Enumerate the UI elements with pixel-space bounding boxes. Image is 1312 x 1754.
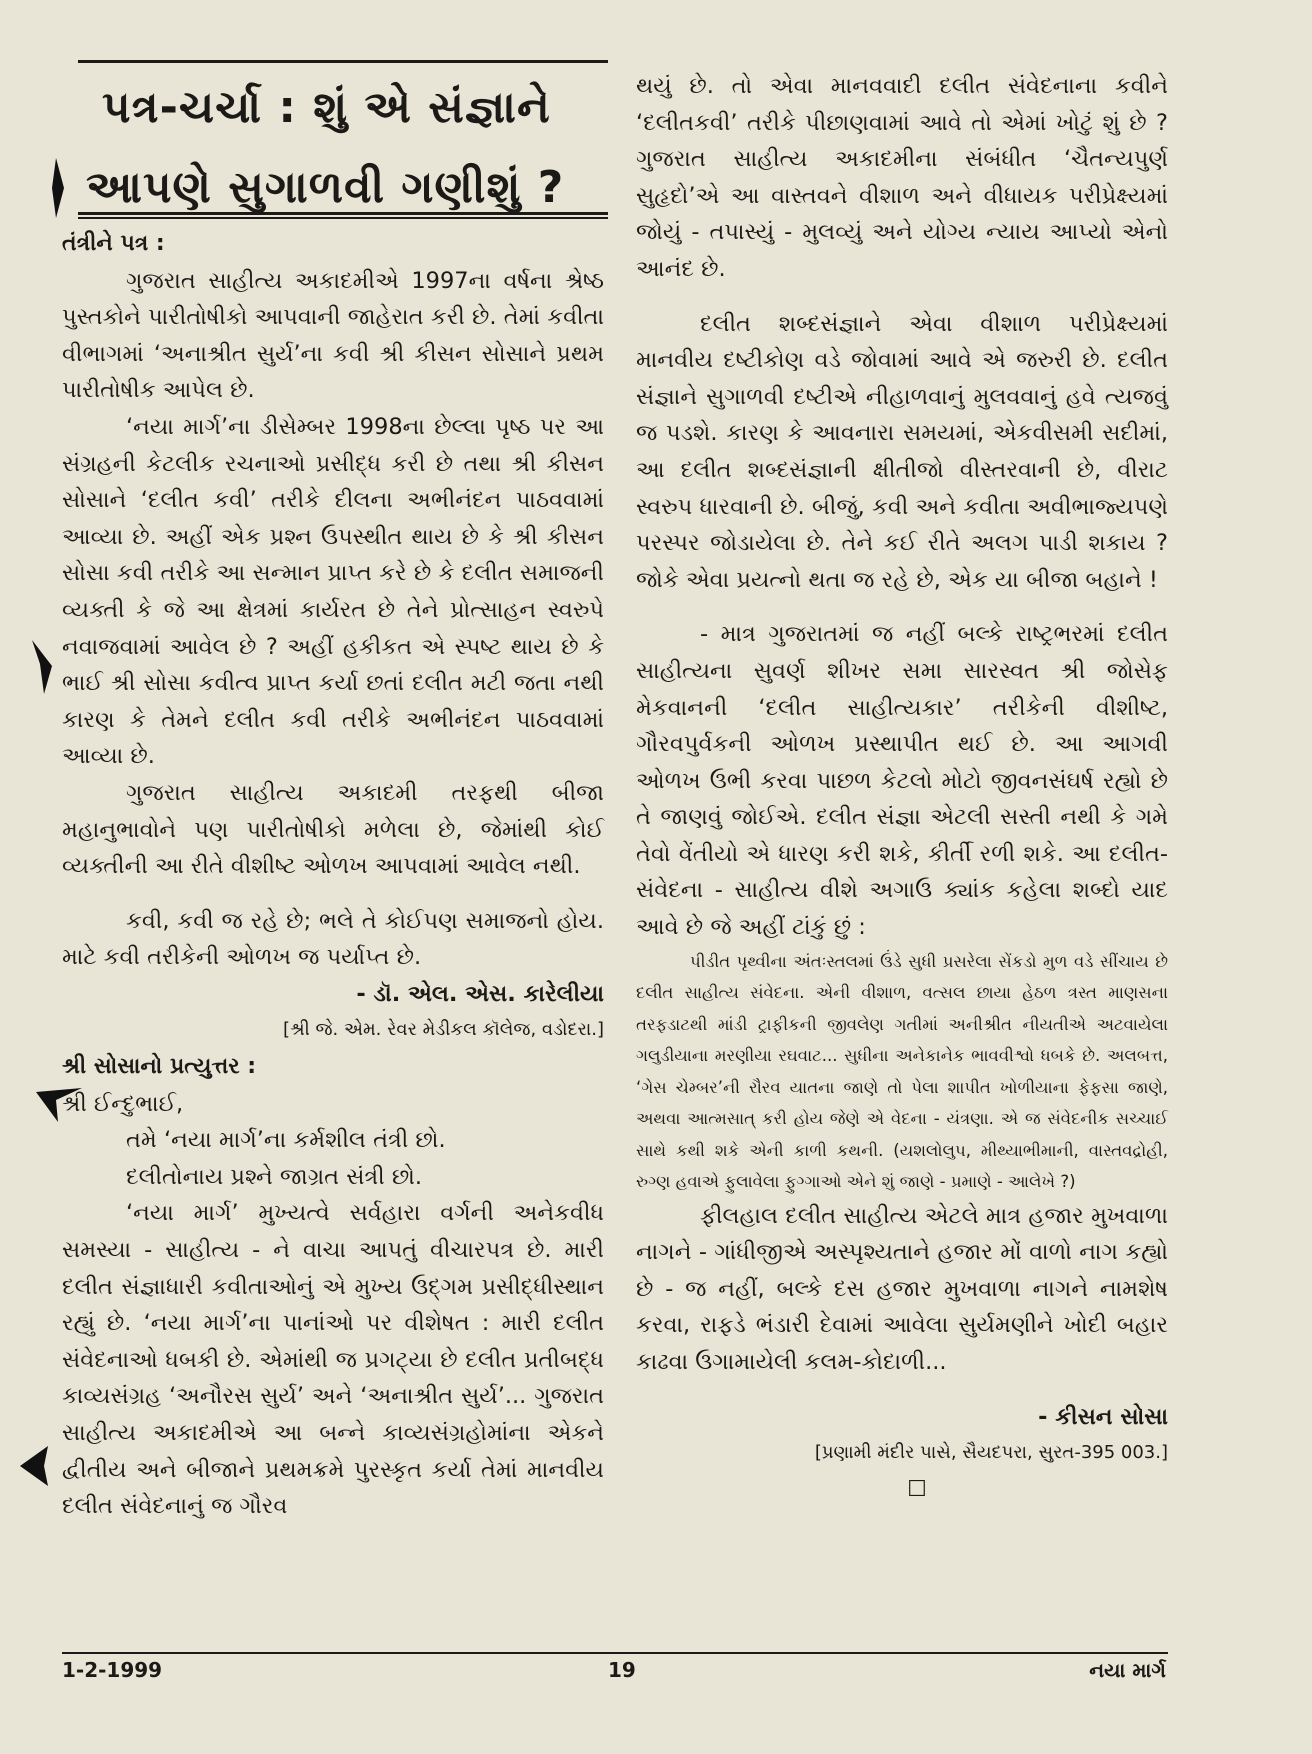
title-bottom-rule: [78, 212, 608, 219]
spacer: [636, 288, 1168, 306]
footer-rule: [62, 1652, 1168, 1654]
spacer: [62, 885, 604, 903]
letter-paragraph: ‘નયા માર્ગ’ના ડીસેમ્બર 1998ના છેલ્લા પૃષ્ઠ પર આ સંગ્રહની કેટલીક રચનાઓ પ્રસીદ્ધ કરી છે તથા શ્રી કીસન સોસાને ‘દલીત કવી’ તરીકે દીલના અભીનંદન પાઠવવામાં આવ્યા છે. અહીં એક પ્રશ્ન ઉપસ્થીત થાય છે કે શ્રી કીસન સોસા કવી તરીકે આ સન્માન પ્રાપ્ત કરે છે કે દલીત સમાજની વ્યક્તી કે જે આ ક્ષેત્રમાં કાર્યરત છે તેને પ્રોત્સાહન સ્વરુપે નવાજવામાં આવેલ છે ? અહીં હકીકત એ સ્પષ્ટ થાય છે કે ભાઈ શ્રી સોસા કવીત્વ પ્રાપ્ત કર્યા છતાં દલીત મટી જતા નથી કારણ કે તેમને દલીત કવી તરીકે અભીનંદન પાઠવવામાં આવ્યા છે.: [62, 413, 604, 770]
reply-verse-line: દલીતોનાય પ્રશ્ને જાગ્રત સંત્રી છો.: [126, 1163, 423, 1190]
reply-signature: - કીસન સોસા: [1038, 1403, 1168, 1430]
reply-salutation: શ્રી ઈન્દુભાઈ,: [62, 1090, 184, 1117]
reply-paragraph: ફીલહાલ દલીત સાહીત્ય એટલે માત્ર હજાર મુખવાળા નાગને - ગાંધીજીએ અસ્પૃશ્યતાને હજાર મોં વાળો નાગ કહ્યો છે - જ નહીં, બલ્કે દસ હજાર મુખવાળા નાગને નામશેષ કરવા, રાફડે ભંડારી દેવામાં આવેલા સુર્યમણીને ખોદી બહાર કાઢવા ઉગામાયેલી કલમ-કોદાળી...: [636, 1202, 1168, 1376]
right-column: [636, 68, 1168, 1508]
end-mark-icon: ☐: [907, 1476, 927, 1502]
punch-hole-mark-icon: [44, 158, 66, 218]
left-column: [62, 226, 604, 1525]
title-line-2: આપણે સુગાળવી ગણીશું ?: [86, 162, 565, 213]
title-top-rule: [78, 60, 608, 63]
title-line-1: પત્ર-ચર્ચા : શું એ સંજ્ઞાને: [102, 82, 551, 133]
reply-paragraph: દલીત શબ્દસંજ્ઞાને એવા વીશાળ પરીપ્રેક્ષ્યમાં માનવીય દષ્ટીકોણ વડે જોવામાં આવે એ જરુરી છે. દલીત સંજ્ઞાને સુગાળવી દષ્ટીએ નીહાળવાનું મુલવવાનું હવે ત્યજવું જ પડશે. કારણ કે આવનારા સમયમાં, એકવીસમી સદીમાં, આ દલીત શબ્દસંજ્ઞાની ક્ષીતીજો વીસ્તરવાની છે, વીરાટ સ્વરુપ ધારવાની છે. બીજું, કવી અને કવીતા અવીભાજ્યપણે પરસ્પર જોડાયેલા છે. તેને કઈ રીતે અલગ પાડી શકાય ? જોકે એવા પ્રયત્નો થતા જ રહે છે, એક યા બીજા બહાને !: [636, 310, 1168, 593]
block-quote: પીડીત પૃથ્વીના અંતઃસ્તલમાં ઉંડે સુધી પ્રસરેલા સેંકડો મુળ વડે સીંચાય છે દલીત સાહીત્ય સંવેદના. એની વીશાળ, વત્સલ છાયા હેઠળ ત્રસ્ત માણસના તરફડાટથી માંડી ટ્રાફીકની જીવલેણ ગતીમાં અનીશ્રીત નીયતીએ અટવાયેલા ગલુડીયાના મરણીયા રઘવાટ... સુધીના અનેકાનેક ભાવવીશ્વો ધબકે છે. અલબત્ત, ‘ગેસ ચેમ્બર’ની રૌરવ યાતના જાણે તો પેલા શાપીત ખોળીયાના ફેફસા જાણે, અથવા આત્મસાત્ કરી હોય જેણે એ વેદના - યંત્રણા. એ જ સંવેદનીક સચ્ચાઈ સાથે કથી શકે એની કાળી કથની. (યશલોલુપ, મીથ્યાભીમાની, વાસ્તવદ્રોહી, રુગ્ણ હવાએ ફુલાવેલા ફુગ્ગાઓ એને શું જાણે - પ્રમાણે - આલેખે ?): [636, 951, 1168, 1192]
footer-date: 1-2-1999: [62, 1658, 163, 1682]
reply-address: [પ્રણામી મંદીર પાસે, સૈયદપરા, સુરત-395 003.]: [814, 1442, 1168, 1464]
spacer: [636, 1381, 1168, 1399]
article-title: [78, 68, 608, 228]
letter-paragraph: કવી, કવી જ રહે છે; ભલે તે કોઈપણ સમાજનો હોય. માટે કવી તરીકેની ઓળખ જ પર્યાપ્ત છે.: [62, 907, 604, 971]
reply-paragraph: ‘નયા માર્ગ’ મુખ્યત્વે સર્વહારા વર્ગની અનેકવીધ સમસ્યા - સાહીત્ય - ને વાચા આપતું વીચારપત્ર છે. મારી દલીત સંજ્ઞાધારી કવીતાઓનું એ મુખ્ય ઉદ્ગમ પ્રસીદ્ધીસ્થાન રહ્યું છે. ‘નયા માર્ગ’ના પાનાંઓ પર વીશેષત : મારી દલીત સંવેદનાઓ ધબકી છે. એમાંથી જ પ્રગટ્યા છે દલીત પ્રતીબદ્ધ કાવ્યસંગ્રહ ‘અનૌરસ સુર્ય’ અને ‘અનાશ્રીત સુર્ય’... ગુજરાત સાહીત્ય અકાદમીએ આ બન્ને કાવ્યસંગ્રહોમાંના એકને દ્વીતીય અને બીજાને પ્રથમક્રમે પુરસ્કૃત કર્યા તેમાં માનવીય દલીત સંવેદનાનું જ ગૌરવ: [62, 1200, 604, 1520]
reply-heading: શ્રી સોસાનો પ્રત્યુત્તર :: [62, 1054, 257, 1080]
magazine-name: નયા માર્ગ: [1089, 1658, 1166, 1682]
letter-paragraph: ગુજરાત સાહીત્ય અકાદમી તરફથી બીજા મહાનુભાવોને પણ પારીતોષીકો મળેલા છે, જેમાંથી કોઈ વ્યક્તીની આ રીતે વીશીષ્ટ ઓળખ આપવામાં આવેલ નથી.: [62, 779, 604, 880]
letter-paragraph: ગુજરાત સાહીત્ય અકાદમીએ 1997ના વર્ષના શ્રેષ્ઠ પુસ્તકોને પારીતોષીકો આપવાની જાહેરાત કરી છે. તેમાં કવીતા વીભાગમાં ‘અનાશ્રીત સુર્ય’ના કવી શ્રી કીસન સોસાને પ્રથમ પારીતોષીક આપેલ છે.: [62, 267, 604, 404]
punch-hole-mark-icon: [30, 636, 60, 696]
reply-paragraph: - માત્ર ગુજરાતમાં જ નહીં બલ્કે રાષ્ટ્રભરમાં દલીત સાહીત્યના સુવર્ણ શીખર સમા સારસ્વત શ્રી જોસેફ મેકવાનની ‘દલીત સાહીત્યકાર’ તરીકેની વીશીષ્ટ, ગૌરવપુર્વકની ઓળખ પ્રસ્થાપીત થઈ છે. આ આગવી ઓળખ ઉભી કરવા પાછળ કેટલો મોટો જીવનસંઘર્ષ રહ્યો છે તે જાણવું જોઈએ. દલીત સંજ્ઞા એટલી સસ્તી નથી કે ગમે તેવો વેંતીયો એ ધારણ કરી શકે, કીર્તી રળી શકે. આ દલીત-સંવેદના - સાહીત્ય વીશે અગાઉ ક્યાંક કહેલા શબ્દો યાદ આવે છે જે અહીં ટાંકું છું :: [636, 621, 1168, 941]
letter-address: [શ્રી જે. એમ. રેવર મેડીકલ કૉલેજ, વડોદરા.]: [282, 1019, 604, 1041]
page-number: 19: [608, 1658, 636, 1682]
spacer: [636, 598, 1168, 616]
letter-heading: તંત્રીને પત્ર :: [62, 231, 165, 256]
reply-verse-line: તમે ‘નયા માર્ગ’ના કર્મશીલ તંત્રી છો.: [126, 1127, 446, 1154]
punch-hole-mark-icon: [18, 1440, 52, 1492]
punch-hole-mark-icon: [34, 1078, 86, 1122]
reply-paragraph-continued: થયું છે. તો એવા માનવવાદી દલીત સંવેદનાના કવીને ‘દલીતકવી’ તરીકે પીછાણવામાં આવે તો એમાં ખોટું શું છે ? ગુજરાત સાહીત્ય અકાદમીના સંબંધીત ‘ચૈતન્યપુર્ણ સુહૃદો’એ આ વાસ્તવને વીશાળ અને વીધાયક પરીપ્રેક્ષ્યમાં જોયું - તપાસ્યું - મુલવ્યું અને યોગ્ય ન્યાય આપ્યો એનો આનંદ છે.: [636, 73, 1168, 282]
letter-signature: - ડૉ. એલ. એસ. કારેલીયા: [356, 980, 604, 1007]
